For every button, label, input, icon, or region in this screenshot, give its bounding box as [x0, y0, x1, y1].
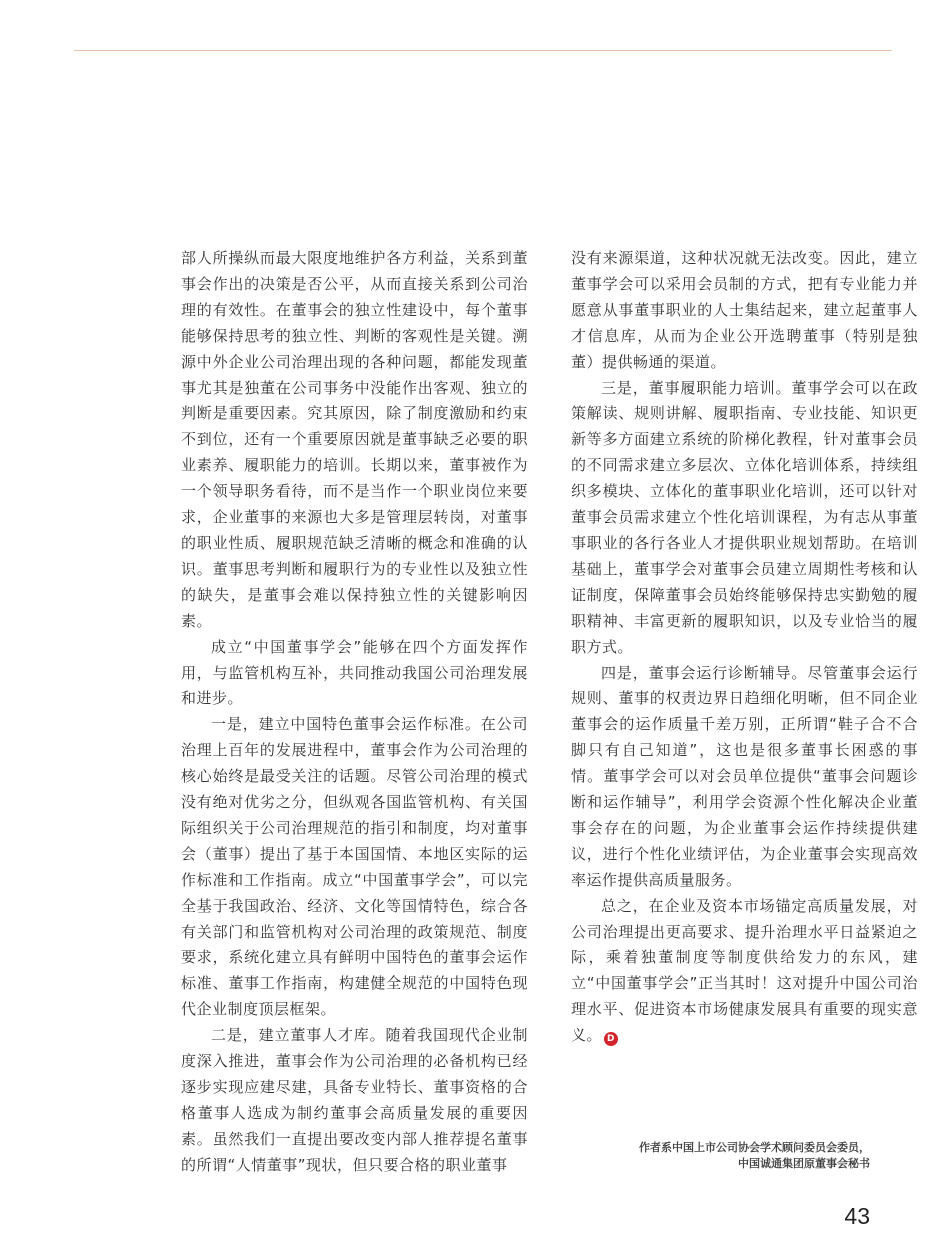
- paragraph-text: 总之，在企业及资本市场锚定高质量发展，对公司治理提出更高要求、提升治理水平日益紧迫之际，乘着独董制度等制度供给发力的东风，建立“中国董事学会”正当其时！这对提升中国公司治理水平、促进资本市场健康发展具有重要的现实意义。: [571, 896, 918, 1045]
- final-paragraph: [571, 894, 918, 1049]
- author-note-line: 中国诚通集团原董事会秘书: [738, 1157, 870, 1170]
- end-mark-icon: D: [604, 1032, 618, 1046]
- paragraph: 成立“中国董事学会”能够在四个方面发挥作用，与监管机构互补，共同推动我国公司治理发展和进步。: [181, 637, 528, 708]
- paragraph: 三是，董事履职能力培训。董事学会可以在政策解读、规则讲解、履职指南、专业技能、知识更新等多方面建立系统的阶梯化教程，针对董事会员的不同需求建立多层次、立体化培训体系，持续组织多模块、立体化的董事职业化培训，还可以针对董事会员需求建立个性化培训课程，为有志从事董事职业的各行各业人才提供职业规划帮助。在培训基础上，董事学会对董事会员建立周期性考核和认证制度，保障董事会员始终能够保持忠实勤勉的履职精神、丰富更新的履职知识，以及专业恰当的履职方式。: [571, 378, 918, 656]
- author-note: [639, 1140, 870, 1172]
- paragraph: 部人所操纵而最大限度地维护各方利益，关系到董事会作出的决策是否公平，从而直接关系到公司治理的有效性。在董事会的独立性建设中，每个董事能够保持思考的独立性、判断的客观性是关键。溯源中外企业公司治理出现的各种问题，都能发现董事尤其是独董在公司事务中没能作出客观、独立的判断是重要因素。究其原因，除了制度激励和约束不到位，还有一个重要原因就是董事缺乏必要的职业素养、履职能力的培训。长期以来，董事被作为一个领导职务看待，而不是当作一个职业岗位来要求，企业董事的来源也大多是管理层转岗，对董事的职业性质、履职规范缺乏清晰的概念和准确的认识。董事思考判断和履职行为的专业性以及独立性的缺失，是董事会难以保持独立性的关键影响因素。: [181, 249, 528, 630]
- paragraph: 二是，建立董事人才库。随着我国现代企业制度深入推进，董事会作为公司治理的必备机构已经逐步实现应建尽建，具备专业特长、董事资格的合格董事人选成为制约董事会高质量发展的重要因素。虽然我们一直提出要改变内部人推荐提名董事的所谓“人情董事”现状，但只要合格的职业董事: [181, 1026, 528, 1174]
- author-note-line: 作者系中国上市公司协会学术顾问委员会委员，: [639, 1141, 870, 1154]
- page-number: 43: [844, 1203, 870, 1229]
- left-column: [181, 246, 528, 1179]
- paragraph: 四是，董事会运行诊断辅导。尽管董事会运行规则、董事的权责边界日趋细化明晰，但不同企业董事会的运作质量千差万别，正所谓“鞋子合不合脚只有自己知道”，这也是很多董事长困惑的事情。董事学会可以对会员单位提供“董事会问题诊断和运作辅导”，利用学会资源个性化解决企业董事会存在的问题，为企业董事会运作持续提供建议，进行个性化业绩评估，为企业董事会实现高效率运作提供高质量服务。: [571, 663, 918, 889]
- paragraph: 没有来源渠道，这种状况就无法改变。因此，建立董事学会可以采用会员制的方式，把有专业能力并愿意从事董事职业的人士集结起来，建立起董事人才信息库，从而为企业公开选聘董事（特别是独董）提供畅通的渠道。: [571, 249, 918, 371]
- right-column: [571, 246, 918, 1049]
- paragraph: 一是，建立中国特色董事会运作标准。在公司治理上百年的发展进程中，董事会作为公司治理的核心始终是最受关注的话题。尽管公司治理的模式没有绝对优劣之分，但纵观各国监管机构、有关国际组织关于公司治理规范的指引和制度，均对董事会（董事）提出了基于本国国情、本地区实际的运作标准和工作指南。成立“中国董事学会”，可以完全基于我国政治、经济、文化等国情特色，综合各有关部门和监管机构对公司治理的政策规范、制度要求，系统化建立具有鲜明中国特色的董事会运作标准、董事工作指南，构建健全规范的中国特色现代企业制度顶层框架。: [181, 715, 528, 1019]
- header-rule: [74, 50, 892, 51]
